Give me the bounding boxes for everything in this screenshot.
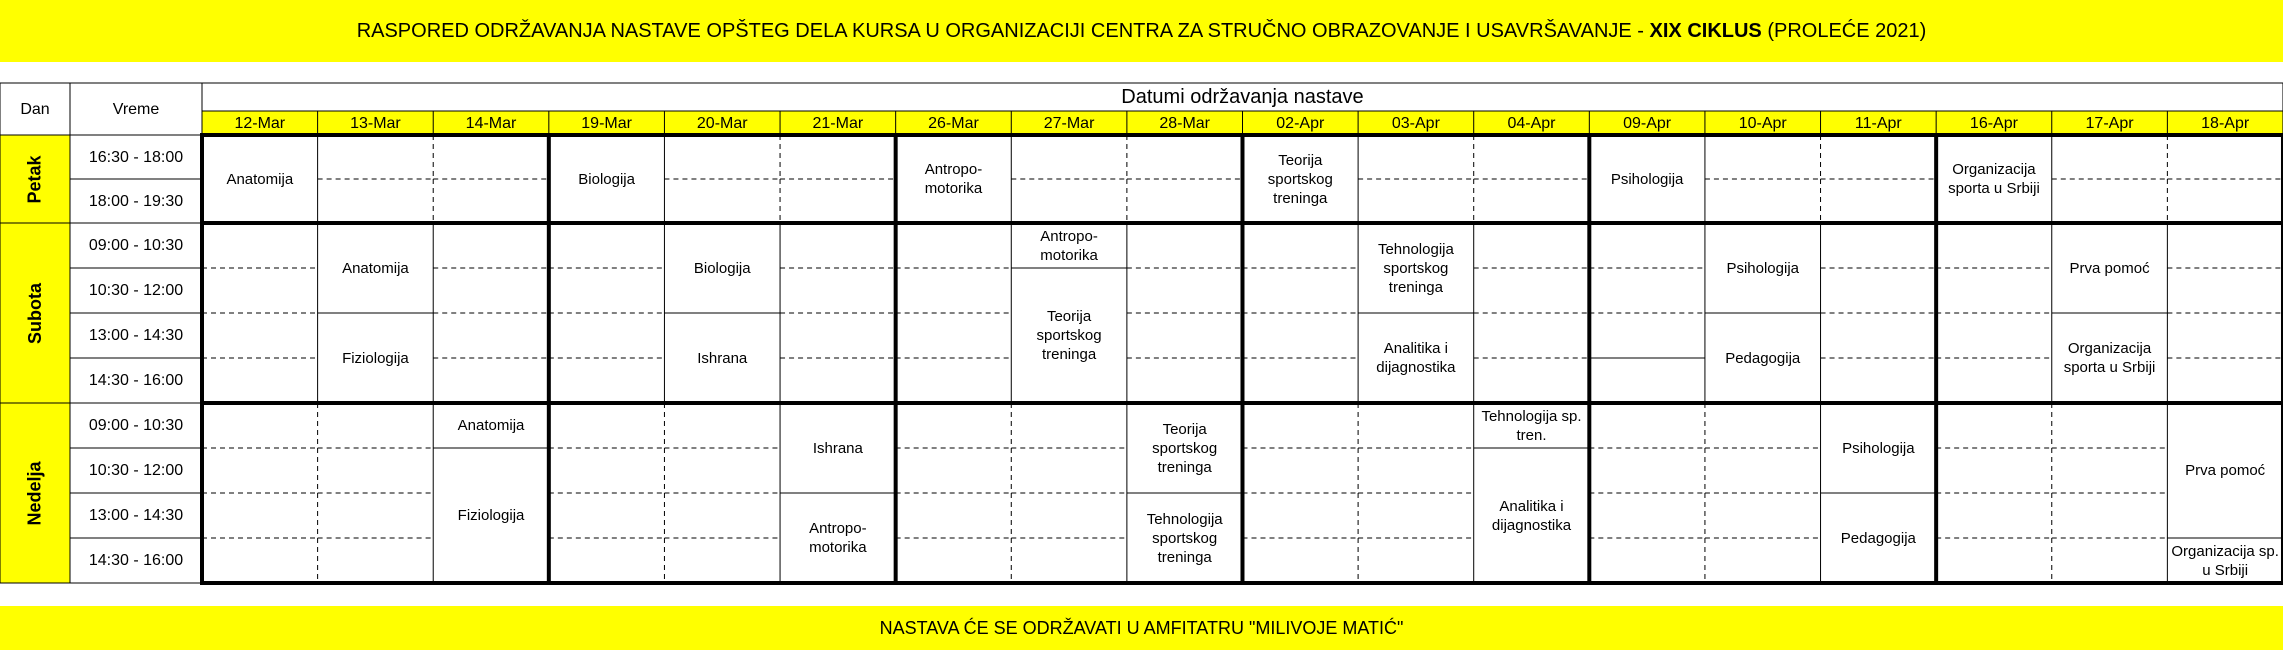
time-cell: 14:30 - 16:00	[88, 372, 184, 389]
day-text: Nedelja	[24, 460, 45, 526]
course-cell: Tehnologija sportskog treninga	[1377, 240, 1454, 296]
course-cell: Tehnologija sp. tren.	[1481, 407, 1582, 444]
course-cell: Anatomija	[342, 259, 409, 277]
course-cell: Antropo- motorika	[1040, 227, 1098, 264]
course-cell: Psihologija	[1842, 439, 1915, 457]
course-cell: Organizacija sporta u Srbiji	[2063, 340, 2156, 376]
date-cell: 02-Apr	[1276, 114, 1325, 132]
course-cell: Prva pomoć	[2185, 462, 2266, 479]
time-cell: 10:30 - 12:00	[88, 282, 184, 299]
day-text: Subota	[24, 282, 45, 344]
course-cell: Organizacija sp. u Srbiji	[2171, 542, 2279, 579]
time-cell: 09:00 - 10:30	[88, 417, 184, 434]
header-title-bold: XIX CIKLUS	[1649, 19, 1762, 42]
date-cell: 27-Mar	[1043, 114, 1095, 132]
course-cell: Fiziologija	[342, 349, 409, 367]
date-cell: 14-Mar	[465, 114, 517, 132]
date-cell: 11-Apr	[1854, 114, 1902, 132]
vreme-header: Vreme	[112, 100, 160, 118]
course-cell: Anatomija	[226, 170, 294, 188]
time-cell: 13:00 - 14:30	[88, 327, 184, 344]
date-cell: 10-Apr	[1738, 114, 1787, 132]
header-title-pre: RASPORED ODRŽAVANJA NASTAVE OPŠTEG DELA KURSA U ORGANIZACIJI CENTRA ZA STRUČNO OBRAZOVANJE I USAVRŠAVANJE -	[356, 19, 1644, 42]
time-cell: 14:30 - 16:00	[88, 552, 184, 569]
date-cell: 20-Mar	[696, 114, 748, 132]
course-cell: Psihologija	[1610, 170, 1684, 188]
date-cell: 04-Apr	[1507, 114, 1556, 132]
date-cell: 16-Apr	[1969, 114, 2018, 132]
course-cell: Tehnologija sportskog treninga	[1146, 510, 1223, 566]
date-cell: 12-Mar	[234, 114, 286, 132]
course-cell: Anatomija	[457, 417, 525, 434]
course-cell: Prva pomoć	[2069, 259, 2150, 277]
course-cell: Teorija sportskog treninga	[1267, 151, 1333, 207]
time-cell: 16:30 - 18:00	[88, 148, 184, 166]
course-cell: Biologija	[578, 170, 635, 188]
dan-header: Dan	[20, 100, 50, 118]
time-cell: 10:30 - 12:00	[88, 462, 184, 479]
day-text: Petak	[24, 154, 45, 204]
course-cell: Analitika i dijagnostika	[1376, 340, 1456, 376]
course-cell: Psihologija	[1726, 259, 1799, 277]
course-cell: Pedagogija	[1840, 529, 1916, 547]
course-cell: Antropo- motorika	[809, 520, 867, 556]
course-cell: Antropo- motorika	[924, 161, 983, 197]
course-cell: Pedagogija	[1725, 349, 1801, 367]
course-cell: Organizacija sporta u Srbiji	[1948, 161, 2040, 197]
time-cell: 09:00 - 10:30	[88, 237, 184, 254]
course-cell: Teorija sportskog treninga	[1036, 308, 1102, 363]
date-cell: 19-Mar	[581, 114, 632, 132]
course-cell: Biologija	[693, 259, 751, 277]
dates-title: Datumi održavanja nastave	[1121, 85, 1364, 108]
date-cell: 09-Apr	[1623, 114, 1672, 132]
footer-banner	[0, 606, 2283, 650]
date-cell: 18-Apr	[2201, 114, 2250, 132]
date-cell: 03-Apr	[1391, 114, 1440, 132]
course-cell: Teorija sportskog treninga	[1152, 420, 1218, 476]
date-cell: 13-Mar	[350, 114, 401, 132]
date-cell: 21-Mar	[812, 114, 864, 132]
course-cell: Fiziologija	[457, 507, 525, 524]
date-cell: 26-Mar	[928, 114, 979, 132]
time-cell: 18:00 - 19:30	[88, 192, 184, 210]
footer-note: NASTAVA ĆE SE ODRŽAVATI U AMFITATRU "MILIVOJE MATIĆ"	[879, 617, 1404, 638]
course-cell: Ishrana	[812, 439, 863, 457]
date-cell: 17-Apr	[2085, 114, 2134, 132]
course-cell: Analitika i dijagnostika	[1491, 497, 1572, 534]
date-cell: 28-Mar	[1159, 114, 1211, 132]
header-title-post: (PROLEĆE 2021)	[1767, 19, 1927, 42]
course-cell: Ishrana	[697, 349, 748, 367]
time-cell: 13:00 - 14:30	[88, 507, 184, 524]
